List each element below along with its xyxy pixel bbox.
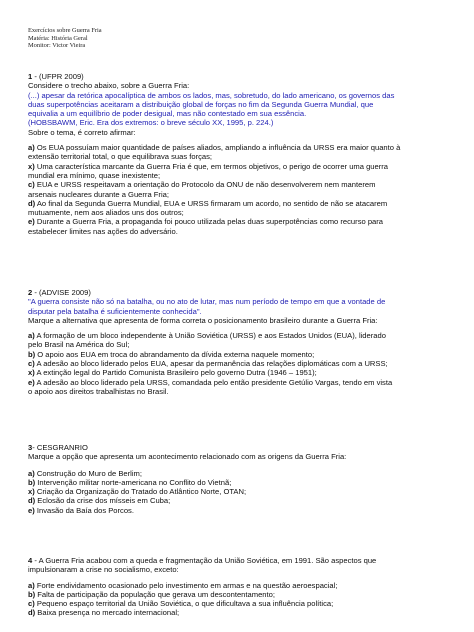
question-2-source: - (ADVISE 2009) bbox=[32, 288, 91, 297]
question-1 bbox=[28, 72, 464, 236]
question-3 bbox=[28, 443, 464, 515]
answer-option: b) Falta de participação da população que gerava um descontentamento; bbox=[28, 589, 275, 599]
answer-option: a) A formação de um bloco independente à União Soviética (URSS) e aos Estados Unidos (EUA), liderado pelo Brasil na América do Sul; bbox=[28, 331, 386, 350]
answer-option: x) Uma característica marcante da Guerra Fria é que, em termos objetivos, o perigo de ocorrer uma guerra mundial era mínimo, quase inexistente; bbox=[28, 161, 389, 180]
answer-option: e) Durante a Guerra Fria, a propaganda foi pouco utilizada pelas duas superpotências como recurso para estabelecer limites nas ações do adversário. bbox=[28, 217, 384, 236]
question-2-number: 2 bbox=[28, 288, 33, 297]
answer-option: x) Criação da Organização do Tratado do Atlântico Norte, OTAN; bbox=[28, 487, 247, 497]
question-1-quote-line: equivalia a um equilíbrio de poder desigual, mas não contestado em sua essência. bbox=[28, 109, 307, 119]
question-2-heading bbox=[28, 288, 464, 297]
question-1-quote-line: (...) apesar da retórica apocalíptica de ambos os lados, mas, sobretudo, do lado americano, os governos das bbox=[28, 90, 395, 100]
answer-option: c) EUA e URSS respeitavam a orientação do Protocolo da ONU de não desenvolverem nem manterem arsenais nucleares durante a Guerra Fria; bbox=[28, 180, 376, 199]
answer-option: e) A adesão ao bloco liderado pela URSS, comandada pelo então presidente Getúlio Vargas, tendo em vista o apoio aos direitos trabalhistas no Brasil. bbox=[28, 377, 393, 396]
answer-option: d) Baixa presença no mercado internacional; bbox=[28, 608, 180, 618]
answer-option: c) A adesão ao bloco liderado pelos EUA, apesar da permanência das relações diplomáticas com a URSS; bbox=[28, 359, 388, 369]
question-2-prompt: Marque a alternativa que apresenta de forma correta o posicionamento brasileiro durante a Guerra Fria: bbox=[28, 315, 378, 325]
question-2 bbox=[28, 288, 464, 396]
question-1-prompt: Sobre o tema, é correto afirmar: bbox=[28, 127, 136, 137]
question-1-citation: (HOBSBAWM, Eric. Era dos extremos: o breve século XX, 1995, p. 224.) bbox=[28, 118, 274, 128]
answer-option: d) Eclosão da crise dos mísseis em Cuba; bbox=[28, 496, 171, 506]
header-monitor: Monitor: Victor Vieira bbox=[28, 42, 86, 50]
answer-option: c) Pequeno espaço territorial da União Soviética, o que dificultava a sua influência política; bbox=[28, 599, 334, 609]
answer-option: d) Ao final da Segunda Guerra Mundial, EUA e URSS firmaram um acordo, no sentido de não se atacarem mutuamente, nem aos aliados uns dos outros; bbox=[28, 198, 388, 218]
question-1-quote-line: duas superpotências aceitaram a distribuição global de forças no fim da Segunda Guerra Mundial, que bbox=[28, 99, 374, 109]
header-subject: Exercícios sobre Guerra Fria bbox=[28, 27, 102, 34]
question-1-source: - (UFPR 2009) bbox=[32, 72, 84, 81]
question-2-quote-line: disputar pela batalha é suficientemente conhecida". bbox=[28, 306, 202, 316]
question-4 bbox=[28, 556, 464, 618]
question-2-quote-line: "A guerra consiste não só na batalha, ou no ato de lutar, mas num período de tempo em que a vontade de bbox=[28, 297, 386, 307]
question-1-intro: Considere o trecho abaixo, sobre a Guerra Fria: bbox=[28, 81, 190, 91]
answer-option: a) Os EUA possuíam maior quantidade de países aliados, ampliando a influência da URSS era maior quanto à extensão territorial total, o que equilibrava suas forças; bbox=[28, 143, 401, 162]
header-discipline: Matéria: História Geral bbox=[28, 34, 88, 42]
answer-option: b) O apoio aos EUA em troca do abrandamento da dívida externa naquele momento; bbox=[28, 349, 315, 359]
document-header bbox=[28, 27, 102, 50]
answer-option: a) Construção do Muro de Berlim; bbox=[28, 468, 142, 478]
question-1-number: 1 bbox=[28, 72, 33, 81]
answer-option: x) A extinção legal do Partido Comunista Brasileiro pelo governo Dutra (1946 – 1951); bbox=[28, 368, 317, 378]
answer-option: a) Forte endividamento ocasionado pelo investimento em armas e na questão aeroespacial; bbox=[28, 580, 338, 590]
question-3-heading bbox=[28, 443, 464, 452]
question-3-source: - CESGRANRIO bbox=[32, 443, 88, 452]
question-4-heading bbox=[28, 556, 464, 565]
answer-option: b) Intervenção militar norte-americana no Conflito do Vietnã; bbox=[28, 477, 232, 487]
question-4-number: 4 bbox=[28, 556, 33, 565]
question-3-number: 3 bbox=[28, 443, 33, 452]
question-3-prompt: Marque a opção que apresenta um acontecimento relacionado com as origens da Guerra Fria: bbox=[28, 452, 347, 462]
question-4-source: - A Guerra Fria acabou com a queda e fragmentação da União Soviética, em 1991. São aspectos que bbox=[32, 556, 377, 565]
question-1-heading bbox=[28, 72, 464, 81]
answer-option: e) Invasão da Baía dos Porcos. bbox=[28, 505, 134, 515]
question-4-prompt: impulsionaram a crise no socialismo, exceto: bbox=[28, 565, 179, 575]
